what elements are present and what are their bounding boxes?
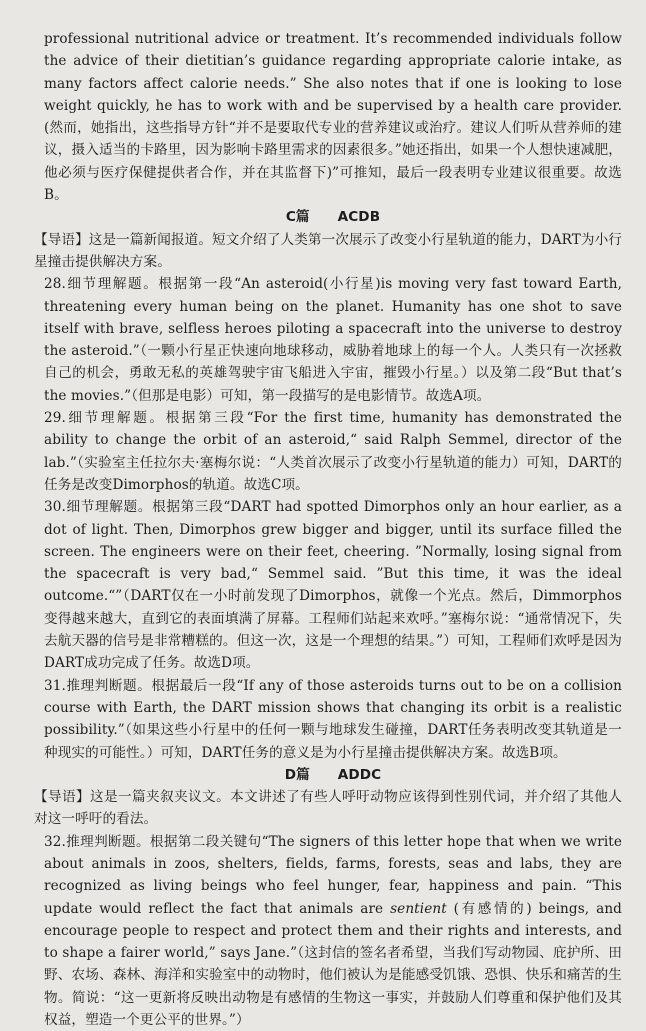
question-item bbox=[44, 407, 622, 496]
section-c-answers: ACDB bbox=[337, 209, 381, 226]
question-number: 28. bbox=[44, 276, 66, 293]
question-item bbox=[44, 675, 622, 764]
section-d-name: D篇 bbox=[284, 766, 310, 783]
question-explanation: 推理判断题。根据最后一段“If any of those asteroids turns out to be on a collision course with Earth, the DART mission shows that changing its orbit is a realistic possibility.”（如果这些小行星中的任何一颗与地球发生碰撞，DART任务表明改变其轨道是一种现实的可能性。）可知，DART任务的意义是为小行星撞击提供解决方案。故选B项。 bbox=[44, 677, 622, 761]
question-number: 32. bbox=[44, 833, 66, 850]
intro-paragraph: professional nutritional advice or treatment. It’s recommended individuals follow the advice of their dietitian’s guidance regarding appropriate calorie intake, as many factors affect calorie needs.” She also notes that if one is looking to lose weight quickly, he has to work with and be supervised by a health care provider.(然而，她指出，这些指导方针“并不是要取代专业的营养建议或治疗。建议人们听从营养师的建议，摄入适当的卡路里，因为影响卡路里需求的因素很多。”她还指出，如果一个人想快速减肥，他必须与医疗保健提供者合作，并在其监督下)”可推知，最后一段表明专业建议很重要。故选B。 bbox=[44, 31, 622, 204]
question-explanation: 细节理解题。根据第一段“An asteroid(小行星)is moving very fast toward Earth, threatening every human being on the planet. Humanity has one shot to save itself with brave, selfless heroes piloting a spacecraft into the universe to destroy the asteroid.”（一颗小行星正快速向地球移动，威胁着地球上的每一个人。人类只有一次拯救自己的机会，勇敢无私的英雄驾驶宇宙飞船进入宇宙，摧毁小行星。）以及第二段“But that’s the movies.”（但那是电影）可知，第一段描写的是电影情节。故选A项。 bbox=[44, 276, 622, 404]
question-explanation: 细节理解题。根据第三段“DART had spotted Dimorphos only an hour earlier, as a dot of light. Then, Dimorphos grew bigger and bigger, until its surface filled the screen. The engineers were on their feet, cheering. ”Normally, losing signal from the spacecraft is very bad,“ Semmel said. ”But this time, it was the ideal outcome.“”（DART仅在一小时前发现了Dimorphos，就像一个光点。然后，Dimmorphos变得越来越大，直到它的表面填满了屏幕。工程师们站起来欢呼。”塞梅尔说：“通常情况下，失去航天器的信号是非常糟糕的。但这一次，这是一个理想的结果。”）可知，工程师们欢呼是因为DART成功完成了任务。故选D项。 bbox=[44, 499, 622, 672]
question-number: 30. bbox=[44, 499, 66, 516]
question-number: 29. bbox=[44, 410, 66, 427]
question-item bbox=[44, 831, 622, 1031]
section-c-items bbox=[44, 273, 622, 764]
question-explanation-part2: (有感情的) beings, and encourage people to respect and protect them and their rights and interests, and to shape a fairer world,” says Jane.”（这封信的签名者希望，当我们写动物园、庇护所、田野、农场、森林、海洋和实验室中的动物时，他们被认为是能感受饥饿、恐惧、快乐和痛苦的生物。简说：“这一更新将反映出动物是有感情的生物这一事实，并鼓励人们尊重和保护他们及其权益，塑造一个更公平的世界。”） bbox=[44, 900, 622, 1029]
section-c-name: C篇 bbox=[285, 209, 310, 226]
question-explanation-part1: 推理判断题。根据第二段关键句“The signers of this letter hope that when we write about animals in zoos, shelters, fields, farms, forests, seas and labs, they are recognized as living beings who feel hunger, fear, happiness and pain. “This update would reflect the fact that animals are bbox=[44, 833, 622, 917]
section-d-guide: 【导语】这是一篇夹叙夹议文。本文讲述了有些人呼吁动物应该得到性别代词，并介绍了其他人对这一呼吁的看法。 bbox=[34, 789, 622, 828]
question-explanation: 细节理解题。根据第三段“For the first time, humanity has demonstrated the ability to change the orbit of an asteroid,“ said Ralph Semmel, director of the lab.”（实验室主任拉尔夫·塞梅尔说：“人类首次展示了改变小行星轨道的能力）可知，DART的任务是改变Dimorphos的轨道。故选C项。 bbox=[44, 410, 622, 493]
italic-term: sentient bbox=[390, 900, 447, 917]
section-d-heading bbox=[44, 764, 622, 786]
section-d-items bbox=[44, 831, 622, 1031]
question-item bbox=[44, 273, 622, 407]
question-item bbox=[44, 496, 622, 674]
section-d-answers: ADDC bbox=[337, 766, 382, 783]
section-c-heading bbox=[44, 206, 622, 228]
section-c-guide: 【导语】这是一篇新闻报道。短文介绍了人类第一次展示了改变小行星轨道的能力，DART为小行星撞击提供解决方案。 bbox=[34, 231, 622, 270]
question-number: 31. bbox=[44, 677, 66, 694]
